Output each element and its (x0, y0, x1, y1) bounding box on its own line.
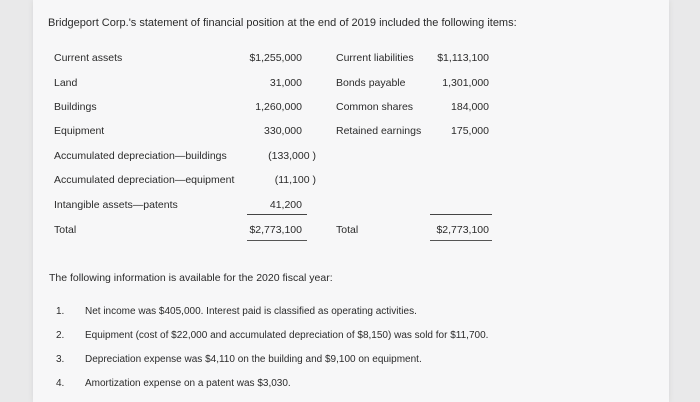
asset-label: Buildings (54, 101, 97, 113)
item-text: Net income was $405,000. Interest paid is classified as operating activities. (85, 306, 417, 317)
asset-label: Accumulated depreciation—buildings (54, 150, 227, 162)
asset-value: (133,000 ) (268, 150, 316, 162)
item-number: 1. (56, 306, 65, 317)
item-text: Depreciation expense was $4,110 on the building and $9,100 on equipment. (85, 354, 422, 365)
liability-total-label: Total (336, 224, 359, 236)
liability-subtotal-rule (430, 214, 492, 215)
liability-value: 1,301,000 (442, 77, 489, 89)
asset-total-underline (247, 240, 307, 241)
intro-text: Bridgeport Corp.'s statement of financial position at the end of 2019 included the following items: (48, 17, 517, 29)
asset-value: 31,000 (269, 77, 302, 89)
equity-value: 175,000 (451, 125, 489, 137)
equity-label: Common shares (336, 101, 414, 113)
liability-total-underline (430, 240, 492, 241)
asset-subtotal-rule (247, 214, 307, 215)
item-number: 3. (56, 354, 65, 365)
asset-label: Land (54, 77, 78, 89)
liability-label: Bonds payable (336, 77, 406, 89)
liability-label: Current liabilities (336, 52, 414, 64)
asset-value: 330,000 (264, 125, 302, 137)
item-text: Amortization expense on a patent was $3,030. (85, 378, 291, 389)
item-number: 4. (56, 378, 65, 389)
asset-total-value: $2,773,100 (249, 224, 302, 236)
asset-value: 41,200 (269, 199, 302, 211)
liability-value: $1,113,100 (437, 52, 489, 64)
asset-value: $1,255,000 (249, 52, 302, 64)
item-text: Equipment (cost of $22,000 and accumulated depreciation of $8,150) was sold for $11,700. (85, 330, 489, 341)
asset-label: Current assets (54, 52, 123, 64)
equity-label: Retained earnings (336, 125, 422, 137)
liability-total-value: $2,773,100 (436, 224, 489, 236)
asset-label: Accumulated depreciation—equipment (54, 174, 235, 186)
item-number: 2. (56, 330, 65, 341)
asset-value: 1,260,000 (255, 101, 302, 113)
asset-label: Equipment (54, 125, 105, 137)
asset-label: Intangible assets—patents (54, 199, 178, 211)
asset-total-label: Total (54, 224, 77, 236)
asset-value: (11,100 ) (274, 174, 316, 186)
info-heading: The following information is available for the 2020 fiscal year: (49, 272, 333, 284)
equity-value: 184,000 (451, 101, 489, 113)
